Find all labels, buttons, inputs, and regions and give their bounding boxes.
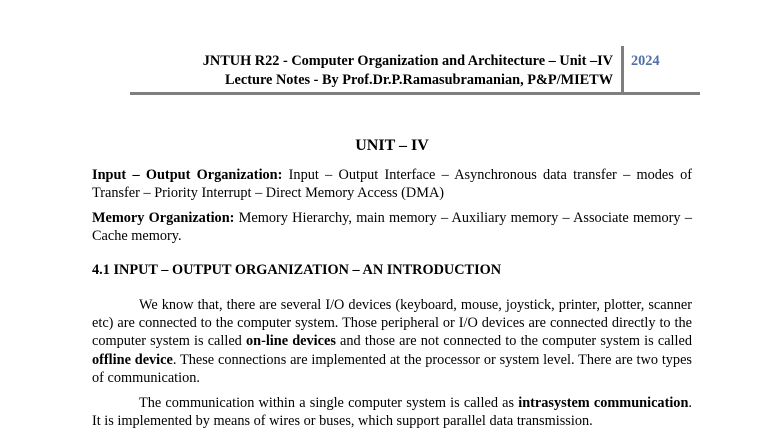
section-heading: 4.1 INPUT – OUTPUT ORGANIZATION – AN INTRODUCTION — [92, 262, 502, 278]
intro-text-3: . These connections are implemented at the processor or system level. There are two types of communication. — [92, 351, 692, 386]
header-lecture-notes-author: Lecture Notes - By Prof.Dr.P.Ramasubramanian, P&P/MIETW — [225, 72, 613, 88]
intro-text-2: and those are not connected to the computer system is called — [335, 333, 692, 350]
intrasystem-paragraph — [92, 394, 692, 430]
topic-memory-organization — [92, 209, 692, 245]
header-year: 2024 — [631, 53, 660, 69]
header-vertical-divider — [621, 46, 624, 94]
intro-paragraph — [92, 296, 692, 387]
topic-io-text: Input – Output Interface – Asynchronous data transfer – modes of Transfer – Priority Interrupt – Direct Memory Access (DMA) — [92, 167, 692, 202]
header-course-title: JNTUH R22 - Computer Organization and Architecture – Unit –IV — [202, 53, 613, 69]
topic-io-label: Input – Output Organization: — [92, 167, 283, 183]
intro-term-online-devices: on-line devices — [245, 333, 336, 350]
intro-term-offline-device: offline device — [92, 351, 173, 368]
intrasystem-text-2: . It is implemented by means of wires or buses, which support parallel data transmission. — [92, 395, 692, 430]
topic-memory-label: Memory Organization: — [92, 210, 235, 226]
intrasystem-term: intrasystem communication — [518, 395, 689, 411]
intro-text-1: We know that, there are several I/O devices (keyboard, mouse, joystick, printer, plotter, scanner etc) are connected to the computer system. Those peripheral or I/O devices are connected directly to the computer system is called — [92, 297, 692, 350]
header-horizontal-divider — [130, 92, 700, 95]
topic-io-organization — [92, 166, 692, 202]
topic-memory-text: Memory Hierarchy, main memory – Auxiliary memory – Associate memory – Cache memory. — [92, 210, 692, 245]
unit-title: UNIT – IV — [355, 137, 429, 154]
intrasystem-text-1: The communication within a single computer system is called as — [139, 395, 519, 411]
